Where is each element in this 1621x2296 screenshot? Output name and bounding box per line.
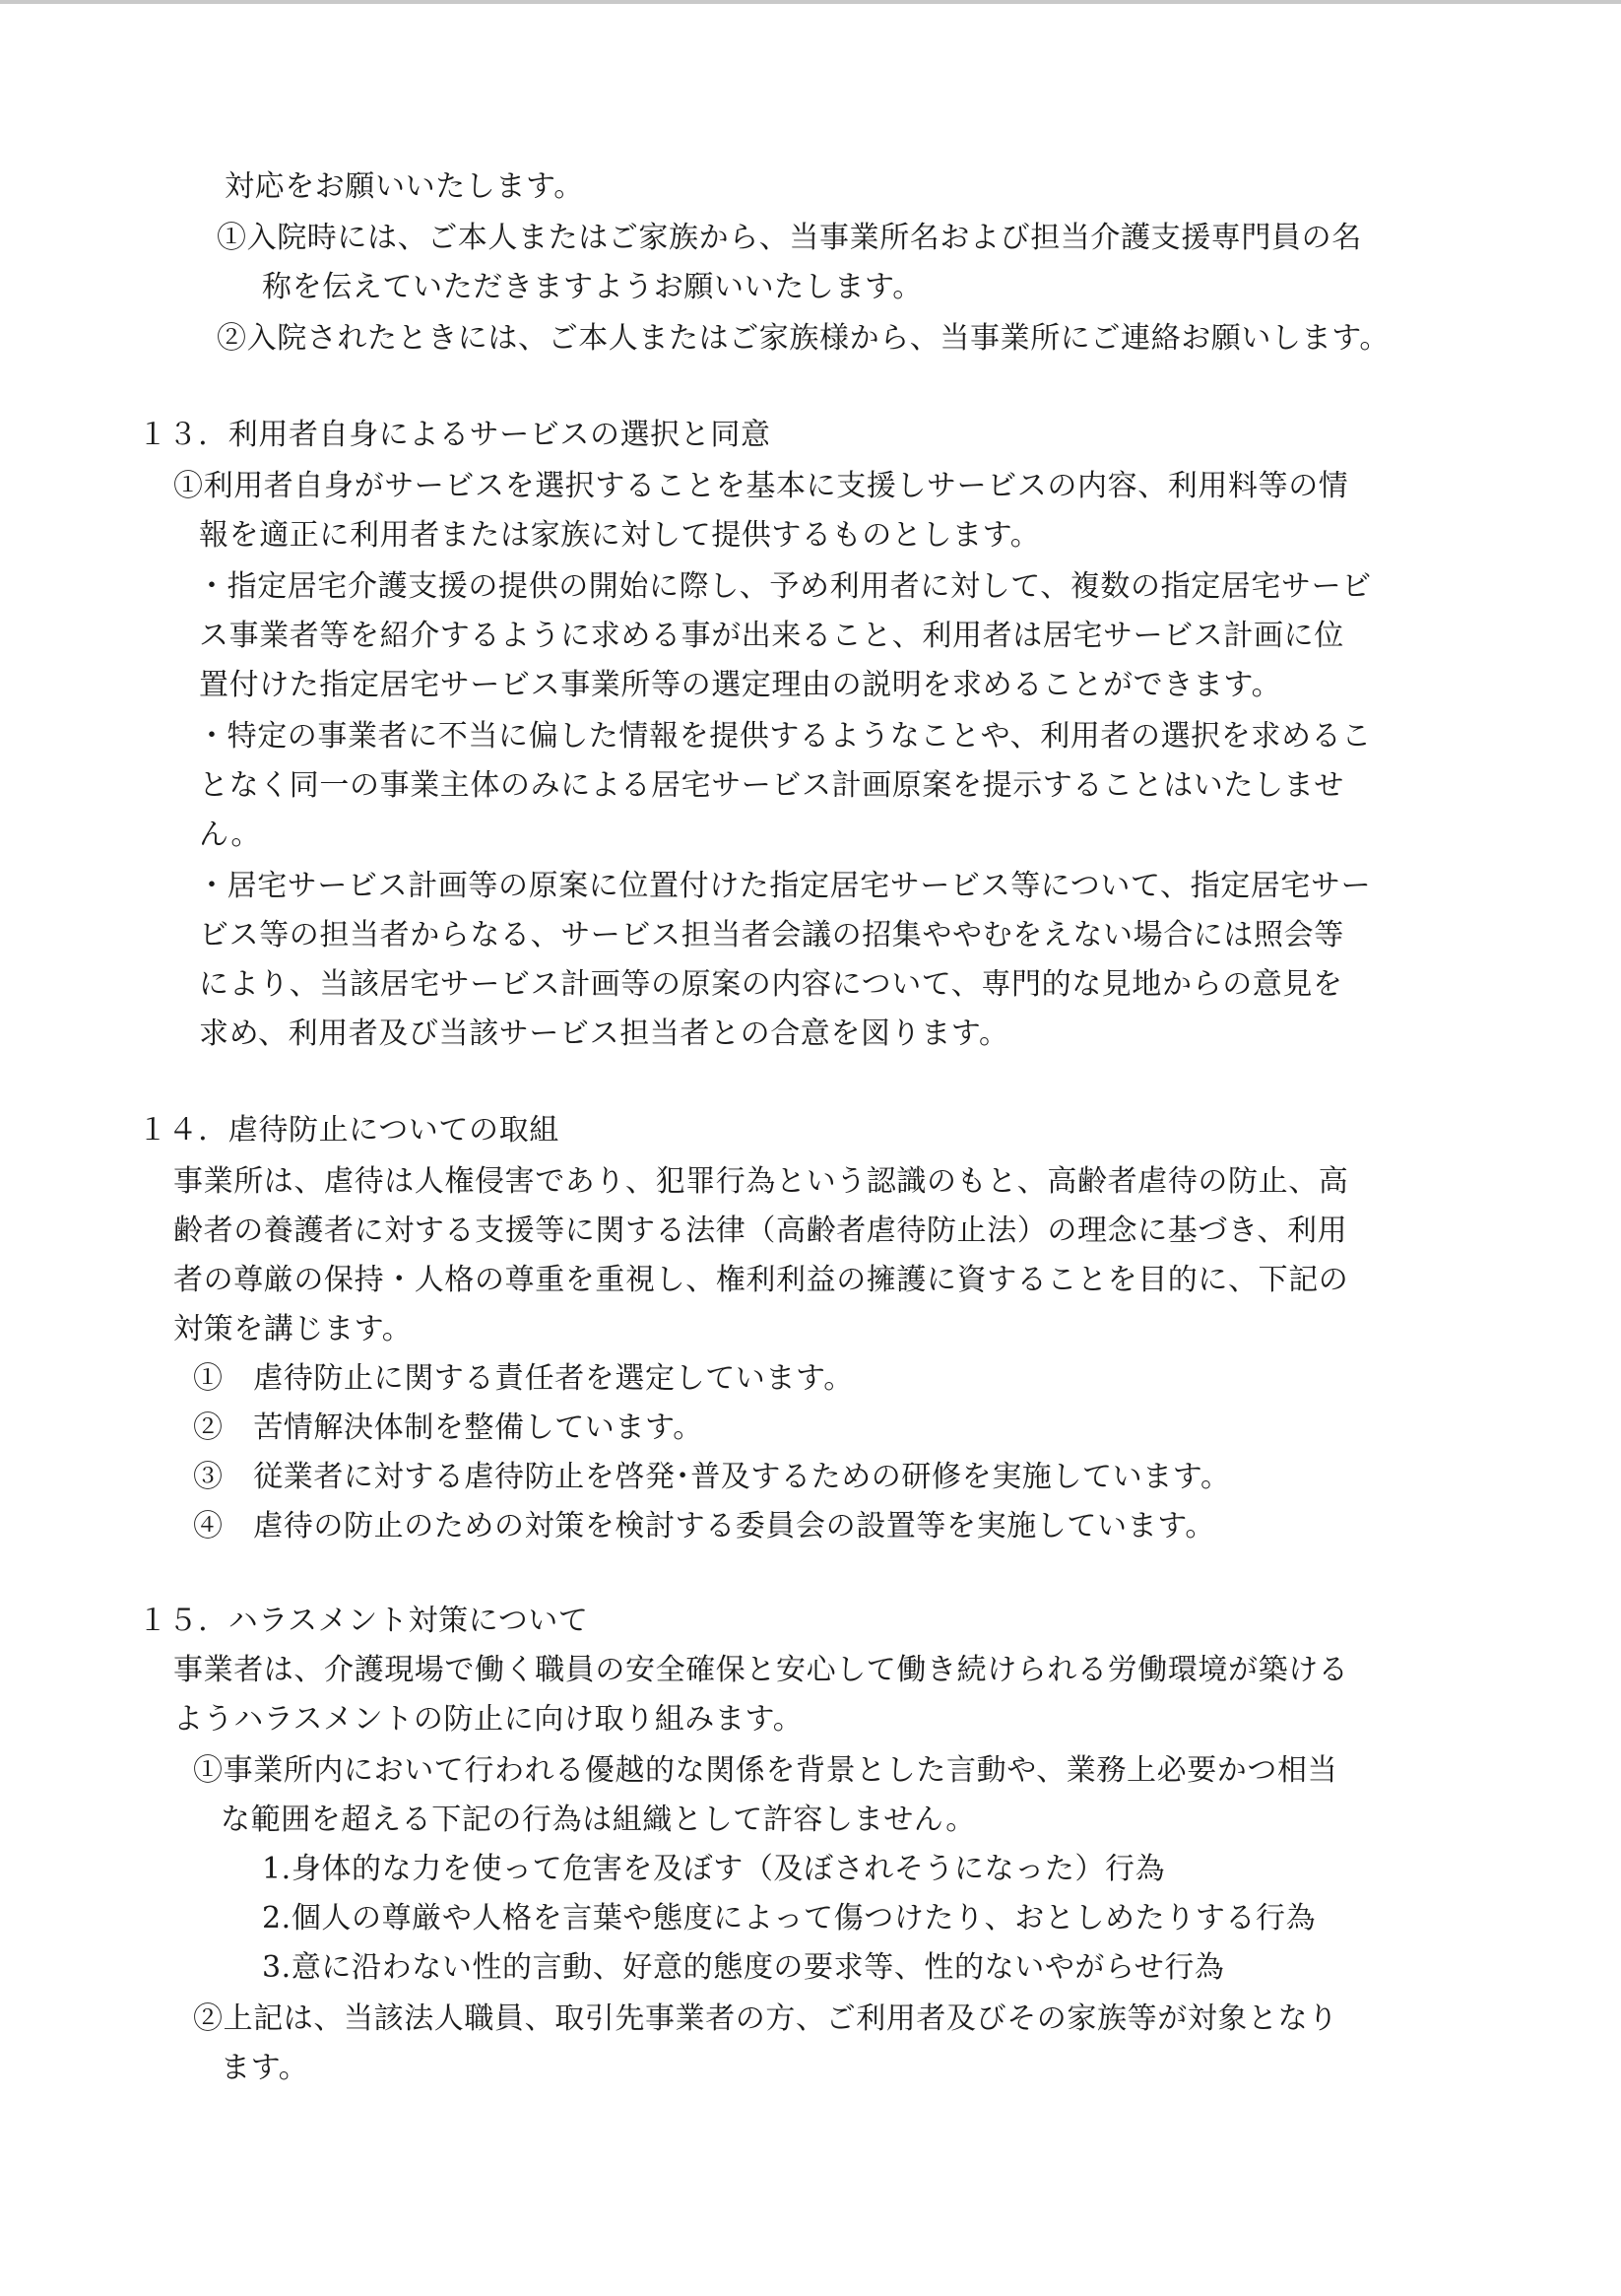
section-14-item-4: ④ 虐待の防止のための対策を検討する委員会の設置等を実施しています。 <box>193 1509 1215 1543</box>
section-15-item-1-line-2: な範囲を超える下記の行為は組織として許容しません。 <box>221 1803 976 1837</box>
section-14-item-3: ③ 従業者に対する虐待防止を啓発･普及するための研修を実施しています。 <box>193 1460 1231 1494</box>
section-15-heading: １５．ハラスメント対策について <box>138 1604 589 1638</box>
section-13-bullet-3-line-3: により、当該居宅サービス計画等の原案の内容について、専門的な見地からの意見を <box>199 967 1343 1002</box>
intro-item-1-line-1: ①入院時には、ご本人またはご家族から、当事業所名および担当介護支援専門員の名 <box>217 221 1362 255</box>
section-13-bullet-2-line-2: となく同一の事業主体のみによる居宅サービス計画原案を提示することはいたしませ <box>199 768 1344 803</box>
page-top-edge <box>0 0 1621 4</box>
section-14-item-2: ② 苦情解決体制を整備しています。 <box>193 1410 703 1445</box>
section-14-item-1: ① 虐待防止に関する責任者を選定しています。 <box>193 1361 854 1396</box>
section-15-item-1-line-1: ①事業所内において行われる優越的な関係を背景とした言動や、業務上必要かつ相当 <box>193 1753 1338 1788</box>
section-15-para-line-2: ようハラスメントの防止に向け取り組みます。 <box>173 1702 804 1737</box>
section-13-bullet-1-line-2: ス事業者等を紹介するように求める事が出来ること、利用者は居宅サービス計画に位 <box>199 619 1344 653</box>
section-14-para-line-4: 対策を講じます。 <box>173 1312 413 1346</box>
section-15-subitem-1: 1.身体的な力を使って危害を及ぼす（及ぼされそうになった）行為 <box>262 1852 1166 1886</box>
section-13-bullet-3-line-2: ビス等の担当者からなる、サービス担当者会議の招集ややむをえない場合には照会等 <box>199 918 1344 952</box>
intro-item-1-line-2: 称を伝えていただきますようお願いいたします。 <box>262 270 923 304</box>
section-14-para-line-1: 事業所は、虐待は人権侵害であり、犯罪行為という認識のもと、高齢者虐待の防止、高 <box>173 1164 1349 1199</box>
section-13-bullet-3-line-1: ・居宅サービス計画等の原案に位置付けた指定居宅サービス等について、指定居宅サー <box>197 869 1372 903</box>
section-15-item-2-line-2: ます。 <box>221 2051 309 2085</box>
section-13-para-line-2: 報を適正に利用者または家族に対して提供するものとします。 <box>199 518 1041 553</box>
section-14-para-line-2: 齢者の養護者に対する支援等に関する法律（高齢者虐待防止法）の理念に基づき、利用 <box>173 1214 1348 1248</box>
intro-item-2: ②入院されたときには、ご本人またはご家族様から、当事業所にご連絡お願いします。 <box>217 321 1390 356</box>
section-13-bullet-2-line-1: ・特定の事業者に不当に偏した情報を提供するようなことや、利用者の選択を求めるこ <box>197 719 1372 754</box>
section-13-heading: １３．利用者自身によるサービスの選択と同意 <box>138 418 771 452</box>
section-14-heading: １４．虐待防止についての取組 <box>138 1113 559 1148</box>
section-15-para-line-1: 事業者は、介護現場で働く職員の安全確保と安心して働き続けられる労働環境が築ける <box>173 1653 1349 1687</box>
section-15-subitem-2: 2.個人の尊厳や人格を言葉や態度によって傷つけたり、おとしめたりする行為 <box>262 1901 1317 1935</box>
section-13-bullet-3-line-4: 求め、利用者及び当該サービス担当者との合意を図ります。 <box>199 1017 1009 1051</box>
section-13-bullet-1-line-1: ・指定居宅介護支援の提供の開始に際し、予め利用者に対して、複数の指定居宅サービ <box>197 569 1372 604</box>
section-14-para-line-3: 者の尊厳の保持・人格の尊重を重視し、権利利益の擁護に資することを目的に、下記の <box>173 1263 1349 1297</box>
section-15-item-2-line-1: ②上記は、当該法人職員、取引先事業者の方、ご利用者及びその家族等が対象となり <box>193 2001 1338 2036</box>
section-15-subitem-3: 3.意に沿わない性的言動、好意的態度の要求等、性的ないやがらせ行為 <box>262 1950 1225 1985</box>
section-13-bullet-1-line-3: 置付けた指定居宅サービス事業所等の選定理由の説明を求めることができます。 <box>199 668 1282 702</box>
intro-line: 対応をお願いいたします。 <box>225 169 584 204</box>
section-13-bullet-2-line-3: ん。 <box>199 818 261 852</box>
section-13-para-line-1: ①利用者自身がサービスを選択することを基本に支援しサービスの内容、利用料等の情 <box>173 469 1349 503</box>
